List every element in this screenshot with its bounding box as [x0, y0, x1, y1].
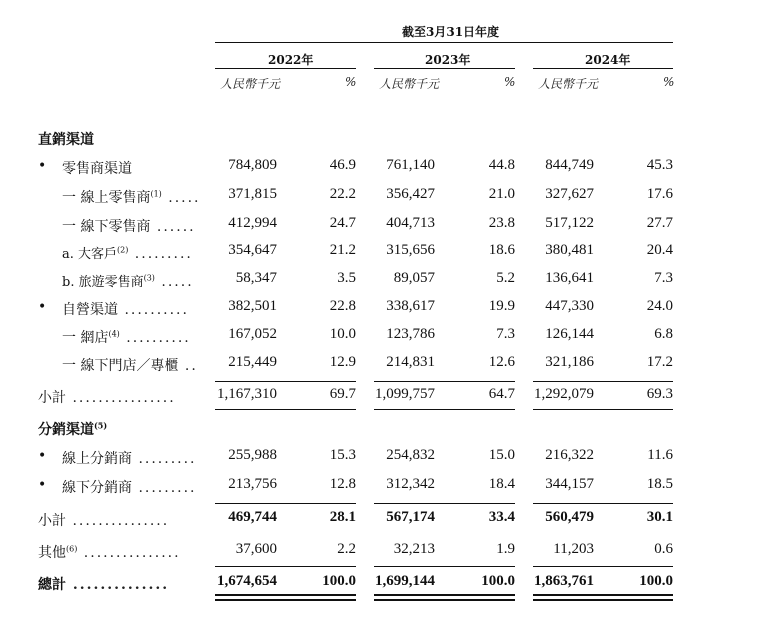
subtotal1-bottom-rule [215, 409, 356, 410]
subtotal1-bottom-rule [374, 409, 515, 410]
col-rmb-2024: 人民幣千元 [538, 77, 599, 91]
cell-self-4: 447,330 [545, 298, 594, 314]
row-label-text: b. 旅遊零售商 [62, 275, 144, 290]
cell-others-5: 0.6 [654, 541, 673, 557]
total-top-rule [374, 566, 515, 567]
subtotal2-top-rule [374, 503, 515, 504]
row-label-travel_retail [62, 271, 194, 290]
leader-dots: .............. [66, 577, 170, 593]
row-label-text: 一 線下門店／專櫃 [62, 358, 179, 374]
cell-offline_retail-0: 412,994 [228, 215, 277, 231]
cell-online_store-3: 7.3 [496, 326, 515, 342]
cell-key_account-3: 18.6 [488, 242, 515, 258]
leader-dots: ............... [66, 513, 170, 529]
cell-offline_retail-3: 23.8 [488, 215, 515, 231]
cell-subtotal1-2: 1,099,757 [375, 386, 435, 402]
cell-online_dist-2: 254,832 [386, 447, 435, 463]
cell-online_dist-1: 15.3 [329, 447, 356, 463]
cell-subtotal2-5: 30.1 [646, 509, 673, 525]
cell-offline_retail-1: 24.7 [329, 215, 356, 231]
row-label-offline_store [62, 355, 198, 375]
row-label-offline_dist [62, 477, 197, 497]
cell-online_store-1: 10.0 [329, 326, 356, 342]
cell-retail-3: 44.8 [488, 157, 515, 173]
cell-retail-5: 45.3 [646, 157, 673, 173]
cell-travel_retail-5: 7.3 [654, 270, 673, 286]
leader-dots: .. [178, 358, 198, 374]
row-label-total [38, 574, 169, 594]
cell-total-3: 100.0 [481, 573, 515, 589]
row-label-others [38, 542, 181, 562]
cell-self-5: 24.0 [646, 298, 673, 314]
cell-retail-4: 844,749 [545, 157, 594, 173]
col-pct-2024: % [663, 75, 675, 89]
cell-offline_store-5: 17.2 [646, 354, 673, 370]
cell-others-2: 32,213 [393, 541, 435, 557]
cell-offline_dist-0: 213,756 [228, 476, 277, 492]
cell-online_dist-5: 11.6 [647, 447, 673, 463]
row-label-retail [62, 158, 132, 178]
cell-subtotal2-1: 28.1 [329, 509, 356, 525]
cell-travel_retail-4: 136,641 [545, 270, 594, 286]
footnote-marker: (2) [117, 245, 129, 255]
cell-offline_store-1: 12.9 [329, 354, 356, 370]
total-top-rule [215, 566, 356, 567]
bullet: • [38, 158, 47, 174]
row-label-text: 其他 [38, 545, 66, 561]
cell-others-1: 2.2 [337, 541, 356, 557]
cell-subtotal1-1: 69.7 [329, 386, 356, 402]
cell-subtotal1-3: 64.7 [488, 386, 515, 402]
cell-offline_retail-4: 517,122 [545, 215, 594, 231]
row-label-text: 線上分銷商 [62, 451, 132, 467]
cell-self-2: 338,617 [386, 298, 435, 314]
leader-dots: .......... [118, 302, 189, 318]
cell-key_account-0: 354,647 [228, 242, 277, 258]
cell-retail-1: 46.9 [329, 157, 356, 173]
col-rmb-2023: 人民幣千元 [379, 77, 440, 91]
cell-self-0: 382,501 [228, 298, 277, 314]
cell-offline_store-2: 214,831 [386, 354, 435, 370]
cell-online_retail-3: 21.0 [488, 186, 515, 202]
footnote-marker: (4) [108, 329, 120, 339]
cell-offline_dist-1: 12.8 [329, 476, 356, 492]
cell-offline_retail-5: 27.7 [646, 215, 673, 231]
subtotal1-top-rule [533, 381, 673, 382]
cell-key_account-4: 380,481 [545, 242, 594, 258]
cell-total-1: 100.0 [322, 573, 356, 589]
row-label-text: 小計 [38, 513, 66, 529]
leader-dots: ................ [66, 390, 176, 406]
row-label-key_account [62, 243, 193, 262]
row-label-online_retail [62, 187, 201, 207]
row-label-text: 總計 [38, 577, 66, 593]
cell-online_dist-3: 15.0 [488, 447, 515, 463]
cell-online_retail-5: 17.6 [646, 186, 673, 202]
cell-subtotal2-4: 560,479 [545, 509, 594, 525]
cell-offline_store-3: 12.6 [488, 354, 515, 370]
row-label-offline_retail [62, 216, 196, 236]
cell-others-4: 11,203 [553, 541, 594, 557]
cell-travel_retail-3: 5.2 [496, 270, 515, 286]
col-pct-2022: % [345, 75, 357, 89]
row-label-self [62, 299, 189, 319]
cell-self-1: 22.8 [329, 298, 356, 314]
cell-subtotal2-2: 567,174 [386, 509, 435, 525]
cell-travel_retail-0: 58,347 [235, 270, 277, 286]
cell-offline_dist-5: 18.5 [646, 476, 673, 492]
cell-subtotal1-5: 69.3 [646, 386, 673, 402]
cell-total-0: 1,674,654 [217, 573, 277, 589]
cell-subtotal2-0: 469,744 [228, 509, 277, 525]
cell-total-4: 1,863,761 [534, 573, 594, 589]
cell-offline_store-0: 215,449 [228, 354, 277, 370]
leader-dots: .......... [119, 330, 191, 346]
row-label-subtotal2 [38, 510, 169, 530]
footnote-marker: (1) [150, 189, 162, 199]
cell-offline_dist-2: 312,342 [386, 476, 435, 492]
subtotal2-top-rule [215, 503, 356, 504]
col-pct-2023: % [504, 75, 516, 89]
year-2022: 2022年 [268, 53, 314, 67]
leader-dots: ..... [161, 190, 201, 206]
leader-dots: ......... [132, 480, 197, 496]
cell-online_store-0: 167,052 [228, 326, 277, 342]
leader-dots: ......... [128, 246, 193, 262]
row-label-text: 一 網店 [62, 330, 109, 346]
row-label-text: 小計 [38, 390, 66, 406]
cell-self-3: 19.9 [488, 298, 515, 314]
row-label-online_dist [62, 448, 197, 468]
bullet: • [38, 477, 47, 493]
cell-online_store-2: 123,786 [386, 326, 435, 342]
note-5: (5) [94, 420, 108, 431]
cell-others-0: 37,600 [235, 541, 277, 557]
col-rmb-2022: 人民幣千元 [220, 77, 281, 91]
year-2023: 2023年 [425, 53, 471, 67]
cell-subtotal1-4: 1,292,079 [534, 386, 594, 402]
total-double-rule-2 [215, 599, 356, 601]
row-label-subtotal1 [38, 387, 176, 407]
cell-total-5: 100.0 [639, 573, 673, 589]
leader-dots: ...... [150, 219, 196, 235]
footnote-marker: (6) [66, 544, 78, 554]
cell-subtotal2-3: 33.4 [488, 509, 515, 525]
cell-online_retail-1: 22.2 [329, 186, 356, 202]
cell-travel_retail-2: 89,057 [393, 270, 435, 286]
total-double-rule-1 [215, 594, 356, 596]
year-rule-2024 [533, 68, 673, 69]
bullet: • [38, 299, 47, 315]
total-top-rule [533, 566, 673, 567]
cell-offline_store-4: 321,186 [545, 354, 594, 370]
year-rule-2022 [215, 68, 356, 69]
section-distribution-label: 分銷渠道 [38, 422, 94, 438]
cell-offline_dist-4: 344,157 [545, 476, 594, 492]
row-label-text: 一 線下零售商 [62, 219, 151, 235]
total-double-rule-1 [533, 594, 673, 596]
leader-dots: ......... [132, 451, 197, 467]
cell-online_store-5: 6.8 [654, 326, 673, 342]
period-title: 截至3月31日年度 [402, 25, 500, 39]
cell-others-3: 1.9 [496, 541, 515, 557]
subtotal1-top-rule [215, 381, 356, 382]
cell-online_store-4: 126,144 [545, 326, 594, 342]
cell-offline_dist-3: 18.4 [488, 476, 515, 492]
row-label-text: 零售商渠道 [62, 161, 132, 177]
row-label-text: a. 大客戶 [62, 247, 118, 262]
total-double-rule-2 [533, 599, 673, 601]
section-distribution [38, 419, 107, 439]
cell-travel_retail-1: 3.5 [337, 270, 356, 286]
bullet: • [38, 448, 47, 464]
cell-online_dist-4: 216,322 [545, 447, 594, 463]
total-double-rule-1 [374, 594, 515, 596]
cell-retail-2: 761,140 [386, 157, 435, 173]
cell-online_retail-0: 371,815 [228, 186, 277, 202]
footnote-marker: (3) [143, 273, 155, 283]
year-rule-2023 [374, 68, 515, 69]
cell-offline_retail-2: 404,713 [386, 215, 435, 231]
cell-key_account-2: 315,656 [386, 242, 435, 258]
section-direct: 直銷渠道 [38, 132, 94, 148]
cell-online_retail-4: 327,627 [545, 186, 594, 202]
cell-key_account-1: 21.2 [329, 242, 356, 258]
row-label-text: 一 線上零售商 [62, 190, 151, 206]
cell-subtotal1-0: 1,167,310 [217, 386, 277, 402]
cell-online_retail-2: 356,427 [386, 186, 435, 202]
cell-key_account-5: 20.4 [646, 242, 673, 258]
subtotal1-top-rule [374, 381, 515, 382]
row-label-text: 線下分銷商 [62, 480, 132, 496]
total-double-rule-2 [374, 599, 515, 601]
row-label-text: 自營渠道 [62, 302, 118, 318]
cell-online_dist-0: 255,988 [228, 447, 277, 463]
row-label-online_store [62, 327, 191, 347]
cell-total-2: 1,699,144 [375, 573, 435, 589]
leader-dots: ..... [154, 274, 194, 290]
year-2024: 2024年 [585, 53, 631, 67]
cell-retail-0: 784,809 [228, 157, 277, 173]
subtotal1-bottom-rule [533, 409, 673, 410]
subtotal2-top-rule [533, 503, 673, 504]
leader-dots: ............... [77, 545, 181, 561]
header-rule [215, 42, 673, 43]
